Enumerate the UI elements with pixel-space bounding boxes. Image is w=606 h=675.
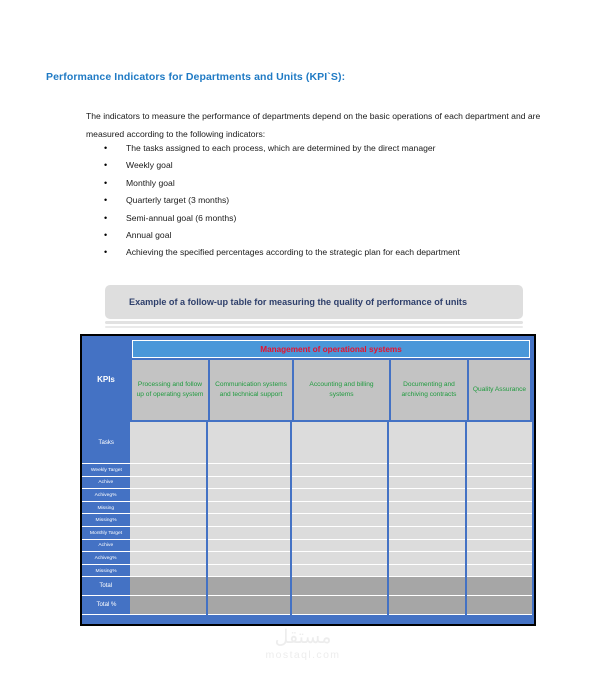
table-row-cells [130,477,534,490]
table-row-cells [130,577,534,596]
table-cell[interactable] [208,514,290,527]
table-row [82,540,534,553]
table-cell[interactable] [389,502,465,515]
bullet-dot-icon: • [104,229,108,240]
table-cell[interactable] [292,552,387,565]
table-row-label-text: Weekly Target [90,466,122,473]
table-cell[interactable] [292,514,387,527]
table-cell[interactable] [389,565,465,578]
list-item-label: The tasks assigned to each process, which are determined by the direct manager [126,143,436,153]
table-row [82,464,534,477]
table-cell[interactable] [130,596,206,615]
table-row-label [82,502,130,515]
table-row-label [82,464,130,477]
table-cell[interactable] [130,464,206,477]
list-item [104,176,554,193]
kpi-table [80,334,536,626]
list-item [104,158,554,175]
table-cell[interactable] [130,489,206,502]
table-row-cells [130,464,534,477]
table-cell[interactable] [389,489,465,502]
list-item [104,228,554,245]
list-item [104,245,554,262]
table-cell[interactable] [292,477,387,490]
list-item-label: Quarterly target (3 months) [126,195,230,206]
table-cell[interactable] [389,422,465,464]
table-row-label-text: Achive [98,479,114,486]
table-row-label-text: Tasks [98,438,114,446]
callout-shadow-upper [105,321,523,324]
table-cell[interactable] [389,552,465,565]
list-item-label: Achieving the specified percentages according to the strategic plan for each department [126,247,460,258]
callout-label: Example of a follow-up table for measuring the quality of performance of units [129,297,468,307]
bullet-dot-icon: • [104,212,108,223]
table-cell[interactable] [208,489,290,502]
table-cell[interactable] [130,514,206,527]
table-cell[interactable] [389,596,465,615]
bullet-dot-icon: • [104,143,108,153]
table-cell[interactable] [467,514,532,527]
table-cell[interactable] [208,565,290,578]
table-cell[interactable] [389,477,465,490]
table-cell[interactable] [389,540,465,553]
table-row [82,502,534,515]
table-cell[interactable] [208,577,290,596]
table-row-label [82,540,130,553]
table-row-label-text: Monthly Target [89,529,123,536]
intro-paragraph: The indicators to measure the performance of departments depend on the basic operations of each department and are measured according to the following indicators: [86,111,541,139]
table-cell[interactable] [467,577,532,596]
table-row [82,422,534,464]
table-cell[interactable] [292,502,387,515]
bullet-dot-icon: • [104,195,108,206]
table-row-cells [130,596,534,615]
table-row-label [82,489,130,502]
table-row-cells [130,565,534,578]
table-cell[interactable] [292,540,387,553]
table-cell[interactable] [292,527,387,540]
table-cell[interactable] [389,527,465,540]
table-row [82,477,534,490]
table-row-label-text: Achive [98,542,114,549]
table-cell[interactable] [292,596,387,615]
table-banner [132,340,530,358]
table-cell[interactable] [467,489,532,502]
list-item [104,141,554,158]
watermark-domain-text: mostaql.com [265,649,341,661]
table-body [82,422,534,624]
table-row [82,596,534,615]
table-cell[interactable] [389,577,465,596]
table-row-label-text: Missing% [95,517,117,524]
table-cell[interactable] [130,422,206,464]
table-cell[interactable] [292,422,387,464]
table-row-cells [130,502,534,515]
table-row-cells [130,552,534,565]
watermark-arabic-text: مستقل [274,627,332,648]
table-cell[interactable] [130,565,206,578]
example-callout [105,285,523,328]
table-row-label-text: Achiveg% [95,492,117,498]
list-item-label: Weekly goal [126,160,173,171]
table-row [82,514,534,527]
table-column-header: Accounting and billing systems [294,360,389,420]
table-cell[interactable] [467,552,532,565]
list-item [104,211,554,228]
table-cell[interactable] [467,464,532,477]
table-column-header-row [132,360,530,420]
table-row-cells [130,527,534,540]
list-item [104,193,554,210]
bullet-dot-icon: • [104,160,108,171]
callout-shadow-lower [105,326,523,328]
table-row-label [82,552,130,565]
table-row [82,489,534,502]
indicator-bullet-list [104,141,554,263]
table-cell[interactable] [467,477,532,490]
table-row-label-text: Missing [97,504,115,511]
table-column-header: Documenting and archiving contracts [391,360,467,420]
table-cell[interactable] [467,527,532,540]
table-cell[interactable] [208,422,290,464]
table-cell[interactable] [130,502,206,515]
table-cell[interactable] [130,540,206,553]
table-row-cells [130,422,534,464]
table-row-label-text: Total [99,582,113,590]
callout-box [105,285,523,319]
table-column-header: Quality Assurance [469,360,530,420]
table-cell[interactable] [467,540,532,553]
table-row-label-text: Achiveg% [95,555,117,561]
table-banner-label: Management of operational systems [260,344,402,354]
table-cell[interactable] [467,422,532,464]
table-cell[interactable] [389,514,465,527]
table-cell[interactable] [208,502,290,515]
table-row-label [82,565,130,578]
table-row [82,527,534,540]
table-cell[interactable] [208,540,290,553]
table-row-label [82,477,130,490]
table-cell[interactable] [292,489,387,502]
table-cell[interactable] [208,527,290,540]
list-item-label: Monthly goal [126,177,175,188]
table-cell[interactable] [208,477,290,490]
table-column-header: Processing and follow up of operating system [132,360,208,420]
table-row-cells [130,514,534,527]
table-row-label-text: Total % [96,601,116,609]
table-cell[interactable] [292,464,387,477]
table-cell[interactable] [130,527,206,540]
table-row [82,577,534,596]
list-item-label: Semi-annual goal (6 months) [126,212,237,223]
table-cell[interactable] [130,477,206,490]
table-row-label [82,596,130,615]
table-cell[interactable] [208,552,290,565]
table-row-cells [130,540,534,553]
table-cell[interactable] [130,577,206,596]
kpi-corner-label: KPIs [97,374,115,384]
list-item-label: Annual goal [126,229,172,240]
watermark [0,628,606,662]
bullet-dot-icon: • [104,177,108,188]
table-row-label-text: Missing% [95,567,117,574]
table-cell[interactable] [292,565,387,578]
table-row-cells [130,489,534,502]
table-row [82,552,534,565]
table-column-header: Communication systems and technical support [210,360,292,420]
table-cell[interactable] [208,464,290,477]
table-row-label [82,527,130,540]
table-row-label [82,514,130,527]
bullet-dot-icon: • [104,247,108,258]
table-cell[interactable] [292,577,387,596]
table-cell[interactable] [467,502,532,515]
table-cell[interactable] [130,552,206,565]
table-row-label [82,577,130,596]
table-row [82,565,534,578]
table-cell[interactable] [389,464,465,477]
table-cell[interactable] [467,596,532,615]
page-title: Performance Indicators for Departments and Units (KPI`S): [46,71,346,83]
table-cell[interactable] [467,565,532,578]
table-row-label [82,422,130,464]
table-cell[interactable] [208,596,290,615]
